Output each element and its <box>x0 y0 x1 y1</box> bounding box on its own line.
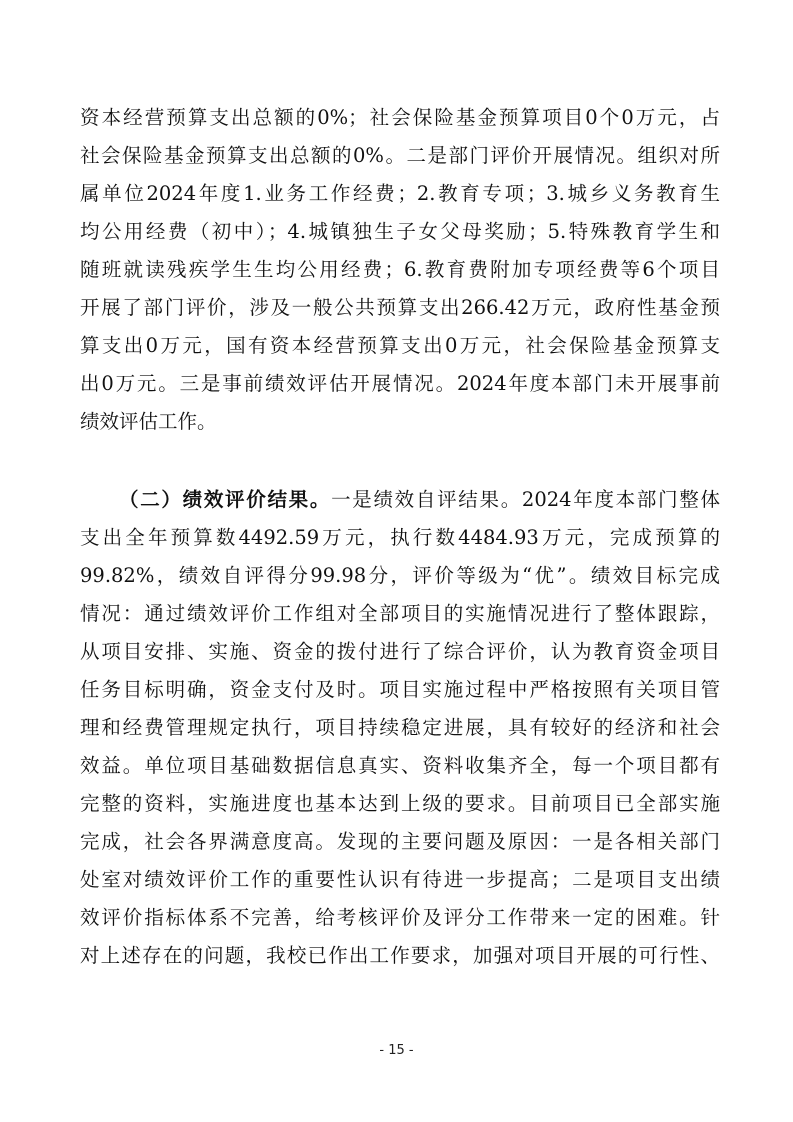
section-heading: （二）绩效评价结果。 <box>119 488 332 511</box>
paragraph-line: 资本经营预算支出总额的0%；社会保险基金预算项目0个0万元，占 <box>80 106 720 129</box>
paragraph-line: 处室对绩效评价工作的重要性认识有待进一步提高；二是项目支出绩 <box>80 868 720 891</box>
paragraph-line: 均公用经费（初中）；4.城镇独生子女父母奖励；5.特殊教育学生和 <box>80 220 720 243</box>
paragraph-line: 出0万元。三是事前绩效评估开展情况。2024年度本部门未开展事前 <box>80 372 720 395</box>
paragraph-line: 属单位2024年度1.业务工作经费；2.教育专项；3.城乡义务教育生 <box>80 182 720 205</box>
heading-line-text: 一是绩效自评结果。2024年度本部门整体 <box>331 488 720 511</box>
paragraph-line: 情况：通过绩效评价工作组对全部项目的实施情况进行了整体跟踪， <box>80 602 720 625</box>
paragraph-line: 99.82%，绩效自评得分99.98分，评价等级为“优”。绩效目标完成 <box>80 564 720 587</box>
paragraph-line: 绩效评估工作。 <box>80 410 217 433</box>
paragraph-line: 从项目安排、实施、资金的拨付进行了综合评价，认为教育资金项目 <box>80 640 720 663</box>
paragraph-line: 效评价指标体系不完善，给考核评价及评分工作带来一定的困难。针 <box>80 906 720 929</box>
paragraph-line: 完整的资料，实施进度也基本达到上级的要求。目前项目已全部实施 <box>80 792 720 815</box>
paragraph-line: 支出全年预算数4492.59万元，执行数4484.93万元，完成预算的 <box>80 526 720 549</box>
paragraph-line: 社会保险基金预算支出总额的0%。二是部门评价开展情况。组织对所 <box>80 144 720 167</box>
paragraph-first-line <box>119 485 720 515</box>
paragraph-line: 效益。单位项目基础数据信息真实、资料收集齐全，每一个项目都有 <box>80 754 720 777</box>
paragraph-line: 完成，社会各界满意度高。发现的主要问题及原因：一是各相关部门 <box>80 830 720 853</box>
paragraph-line: 随班就读残疾学生生均公用经费；6.教育费附加专项经费等6个项目 <box>80 258 720 281</box>
paragraph-line: 算支出0万元，国有资本经营预算支出0万元，社会保险基金预算支 <box>80 334 720 357</box>
paragraph-line: 任务目标明确，资金支付及时。项目实施过程中严格按照有关项目管 <box>80 678 720 701</box>
page-number: - 15 - <box>379 1043 414 1058</box>
paragraph-line: 开展了部门评价，涉及一般公共预算支出266.42万元，政府性基金预 <box>80 296 720 319</box>
paragraph-line: 理和经费管理规定执行，项目持续稳定进展，具有较好的经济和社会 <box>80 716 720 739</box>
paragraph-line: 对上述存在的问题，我校已作出工作要求，加强对项目开展的可行性、 <box>80 944 720 967</box>
